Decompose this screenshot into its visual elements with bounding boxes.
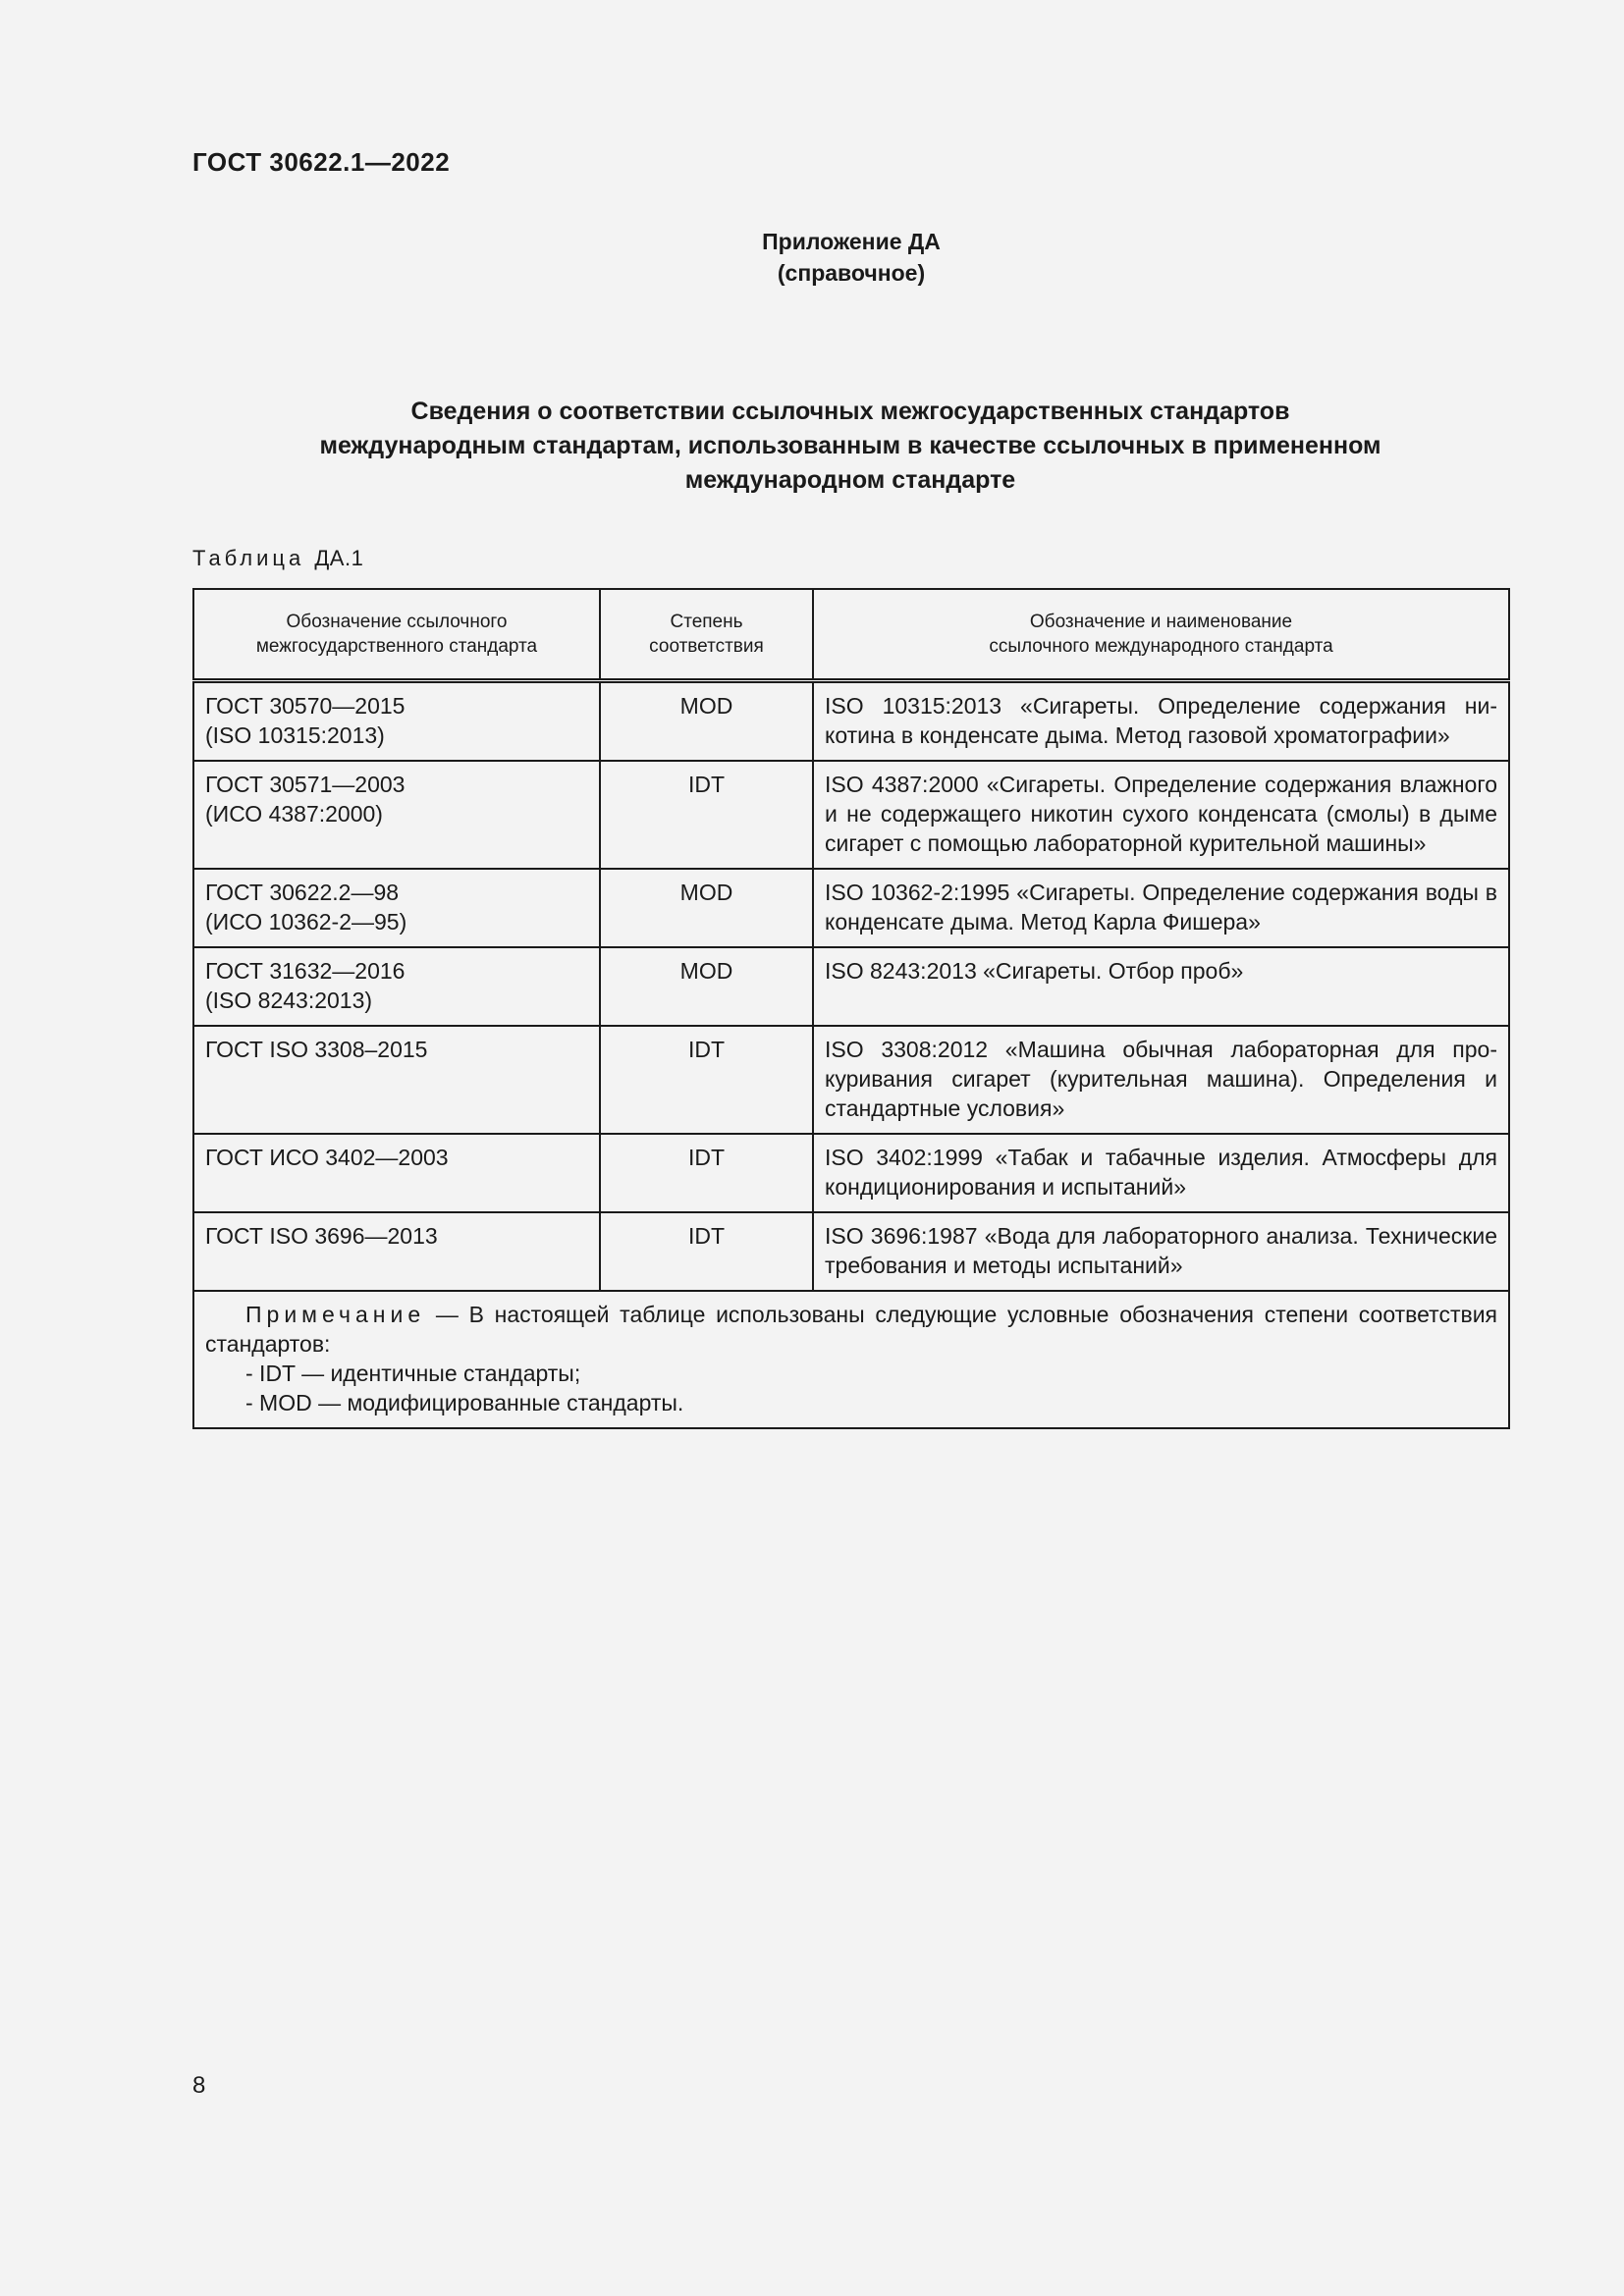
- cell-degree: MOD: [600, 869, 813, 947]
- cell-degree: IDT: [600, 1134, 813, 1212]
- table-row: [193, 947, 1509, 1026]
- table-caption-number: ДА.1: [314, 546, 364, 570]
- cell-degree: MOD: [600, 947, 813, 1026]
- note-item: - MOD — модифицированные стандарты.: [245, 1390, 684, 1415]
- cell-standard: ГОСТ ISO 3696—2013: [193, 1212, 600, 1291]
- section-title-line: международным стандартам, использованным в качестве ссылочных в примененном: [319, 432, 1381, 459]
- table-row: [193, 1026, 1509, 1134]
- section-title: [192, 395, 1508, 498]
- section-title-line: Сведения о соответствии ссылочных межгосударственных стандартов: [410, 398, 1290, 425]
- table-row: [193, 1134, 1509, 1212]
- cell-standard: ГОСТ 30571—2003 (ИСО 4387:2000): [193, 761, 600, 869]
- header-interstate-standard: Обозначение ссылочного межгосударственного стандарта: [193, 589, 600, 681]
- cell-standard: ГОСТ 30622.2—98 (ИСО 10362-2—95): [193, 869, 600, 947]
- table-caption: [192, 546, 363, 571]
- cell-degree: MOD: [600, 681, 813, 762]
- header-degree: Степень соответствия: [600, 589, 813, 681]
- cell-degree: IDT: [600, 761, 813, 869]
- table-row: [193, 869, 1509, 947]
- table-note: [193, 1291, 1509, 1428]
- cell-standard: ГОСТ 31632—2016 (ISO 8243:2013): [193, 947, 600, 1026]
- section-title-line: международном стандарте: [684, 466, 1016, 494]
- table-row: [193, 761, 1509, 869]
- cell-degree: IDT: [600, 1212, 813, 1291]
- table-caption-word: Таблица: [192, 546, 305, 570]
- header-international-standard: Обозначение и наименование ссылочного международного стандарта: [813, 589, 1509, 681]
- cell-standard: ГОСТ 30570—2015 (ISO 10315:2013): [193, 681, 600, 762]
- cell-international: ISO 3308:2012 «Машина обычная лабораторная для прокуривания сигарет (курительная машина). Определения и стандартные условия»: [813, 1026, 1509, 1134]
- page-number: 8: [192, 2072, 206, 2099]
- cell-international: ISO 10315:2013 «Сигареты. Определение содержания никотина в конденсате дыма. Метод газовой хроматографии»: [813, 681, 1509, 762]
- table-row: [193, 1212, 1509, 1291]
- table-note-row: [193, 1291, 1509, 1428]
- standards-table: [192, 588, 1510, 1429]
- cell-international: ISO 3402:1999 «Табак и табачные изделия. Атмосферы для кондиционирования и испытаний»: [813, 1134, 1509, 1212]
- note-label: Примечание: [245, 1302, 426, 1327]
- document-code: ГОСТ 30622.1—2022: [192, 147, 451, 177]
- note-text: — В настоящей таблице использованы следующие условные обозначения степени соответствия стандартов:: [205, 1302, 1497, 1357]
- annex-heading: [0, 226, 1624, 289]
- annex-subtitle: (справочное): [777, 260, 926, 286]
- cell-standard: ГОСТ ИСО 3402—2003: [193, 1134, 600, 1212]
- cell-degree: IDT: [600, 1026, 813, 1134]
- table-row: [193, 681, 1509, 762]
- cell-international: ISO 8243:2013 «Сигареты. Отбор проб»: [813, 947, 1509, 1026]
- cell-international: ISO 4387:2000 «Сигареты. Определение содержания влажного и не содержащего никотин сухого конденсата (смолы) в дыме сигарет с помощью лабораторной курительной машины»: [813, 761, 1509, 869]
- cell-international: ISO 10362-2:1995 «Сигареты. Определение содержания воды в конденсате дыма. Метод Карла Фишера»: [813, 869, 1509, 947]
- cell-standard: ГОСТ ISO 3308–2015: [193, 1026, 600, 1134]
- table-header-row: [193, 589, 1509, 681]
- cell-international: ISO 3696:1987 «Вода для лабораторного анализа. Технические требования и методы испытаний»: [813, 1212, 1509, 1291]
- annex-title: Приложение ДА: [762, 229, 941, 254]
- note-item: - IDT — идентичные стандарты;: [245, 1361, 581, 1386]
